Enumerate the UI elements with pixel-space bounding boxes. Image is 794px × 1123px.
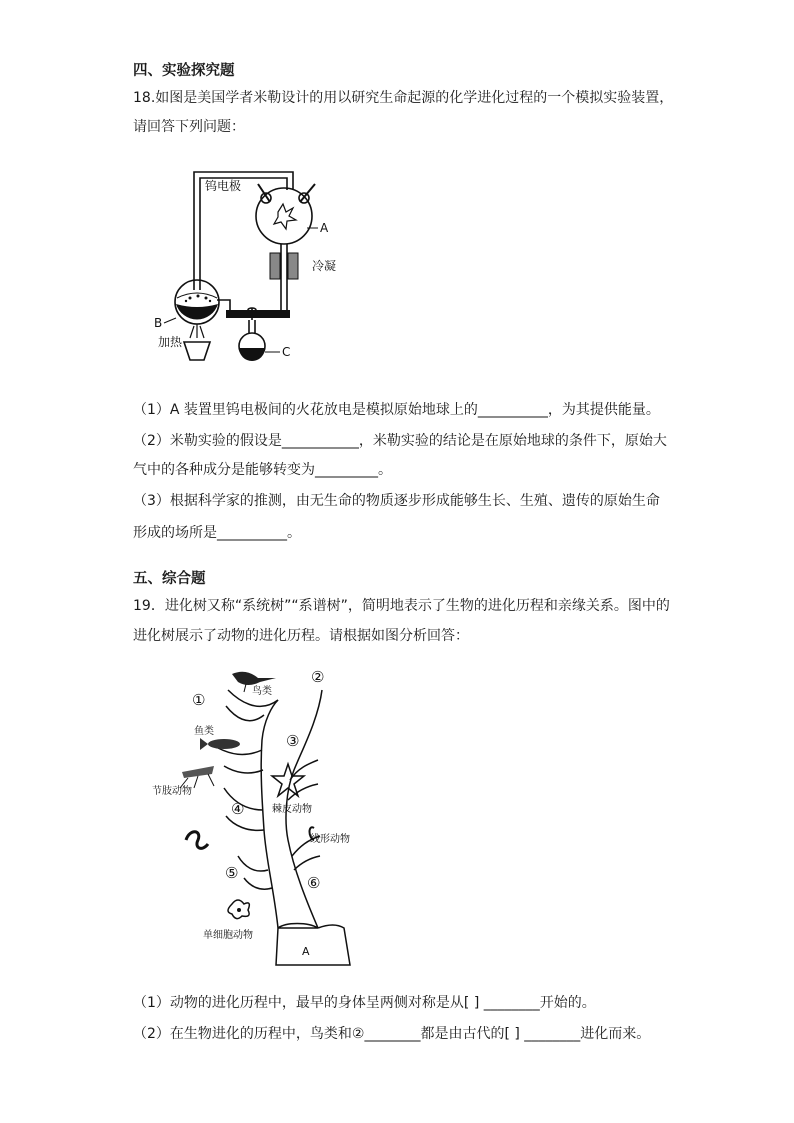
label-protozoa: 单细胞动物	[203, 930, 253, 941]
label-root-a: A	[302, 945, 310, 958]
earthworm-icon	[186, 832, 208, 849]
label-bird: 鸟类	[252, 686, 272, 697]
label-nematode: 线形动物	[310, 834, 350, 845]
evolution-tree-figure	[152, 660, 368, 972]
q18-part-1: （1）A 装置里钨电极间的火花放电是模拟原始地球上的__________，为其提供能量。	[133, 402, 660, 418]
node-2: ②	[311, 668, 325, 686]
q18-part-2-line-1: （2）米勒实验的假设是___________，米勒实验的结论是在原始地球的条件下，原始大	[133, 433, 667, 449]
amoeba-icon	[228, 900, 249, 919]
miller-apparatus-figure	[150, 160, 350, 372]
question-18-line-2: 请回答下列问题：	[133, 119, 245, 135]
node-3: ③	[286, 732, 300, 750]
q18-part-2-line-2: 气中的各种成分是能够转变为_________。	[133, 462, 392, 478]
node-4: ④	[231, 800, 245, 818]
q18-part-3-line-2: 形成的场所是__________。	[133, 525, 301, 541]
label-a: A	[320, 221, 329, 235]
grasshopper-icon	[180, 766, 214, 788]
node-5: ⑤	[225, 864, 239, 882]
label-cool: 冷凝	[312, 259, 337, 273]
node-6: ⑥	[307, 874, 321, 892]
label-electrode: 钨电极	[205, 179, 242, 193]
q18-part-3-line-1: （3）根据科学家的推测，由无生命的物质逐步形成能够生长、生殖、遗传的原始生命	[133, 493, 660, 509]
section-5-heading: 五、综合题	[133, 571, 206, 587]
label-echinoderm: 棘皮动物	[272, 804, 312, 815]
section-4-heading: 四、实验探究题	[133, 63, 235, 79]
question-19-line-1: 19．进化树又称“系统树”“系谱树”，简明地表示了生物的进化历程和亲缘关系。图中的	[133, 598, 670, 614]
label-arthropod: 节肢动物	[152, 786, 192, 797]
question-18-line-1: 18.如图是美国学者米勒设计的用以研究生命起源的化学进化过程的一个模拟实验装置，	[133, 90, 674, 106]
question-19-line-2: 进化树展示了动物的进化历程。请根据如图分析回答：	[133, 628, 469, 644]
fish-icon	[200, 738, 240, 750]
node-1: ①	[192, 691, 206, 709]
q19-part-1: （1）动物的进化历程中，最早的身体呈两侧对称是从[ ] ________开始的。	[133, 995, 596, 1011]
label-heat: 加热	[158, 335, 183, 349]
label-fish: 鱼类	[194, 726, 214, 737]
label-b: B	[154, 316, 163, 330]
label-c: C	[282, 345, 291, 359]
q19-part-2: （2）在生物进化的历程中，鸟类和②________都是由古代的[ ] ________进化而来。	[133, 1026, 651, 1042]
